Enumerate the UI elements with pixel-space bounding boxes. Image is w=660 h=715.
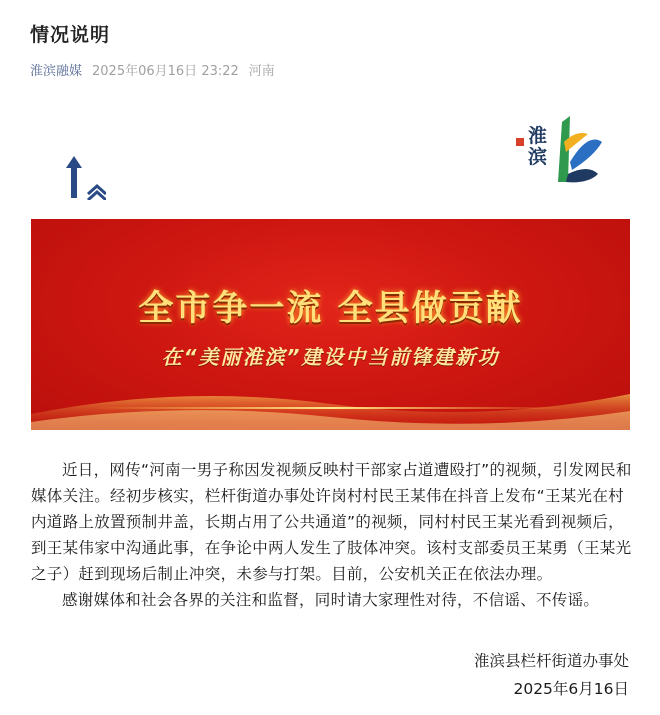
- banner: [31, 219, 630, 430]
- source-link[interactable]: 淮滨融媒: [30, 64, 83, 79]
- logo-text: 淮滨: [528, 125, 548, 168]
- logo-mark-icon: [548, 112, 604, 184]
- article-meta: [30, 60, 275, 79]
- publish-location: 河南: [248, 64, 275, 79]
- article-body: [31, 457, 635, 613]
- signature-date: 2025年6月16日: [513, 680, 629, 698]
- banner-slogan-sub: 在“美丽淮滨”建设中当前锋建新功: [161, 345, 500, 369]
- up-arrow-icon: [66, 156, 106, 200]
- signature-org: 淮滨县栏杆街道办事处: [473, 652, 629, 670]
- article-paragraph: 感谢媒体和社会各界的关注和监督，同时请大家理性对待，不信谣、不传谣。: [62, 591, 600, 609]
- banner-slogan-main: 全市争一流 全县做贡献: [138, 288, 523, 329]
- article-paragraph: 近日，网传“河南一男子称因发视频反映村干部家占道遭殴打”的视频，引发网民和媒体关注。经初步核实，栏杆街道办事处许岗村村民王某伟在抖音上发布“王某光在村内道路上放置预制井盖，长期占用了公共通道”的视频，同村村民王某光看到视频后，到王某伟家中沟通此事，在争论中两人发生了肢体冲突。该村支部委员王某勇（王某光之子）赶到现场后制止冲突，未参与打架。目前，公安机关正在依法办理。: [31, 461, 632, 583]
- page-title: 情况说明: [30, 24, 111, 46]
- publish-datetime: 2025年06月16日 23:22: [92, 64, 239, 79]
- huaibin-logo: [508, 112, 600, 184]
- logo-seal: [516, 138, 524, 146]
